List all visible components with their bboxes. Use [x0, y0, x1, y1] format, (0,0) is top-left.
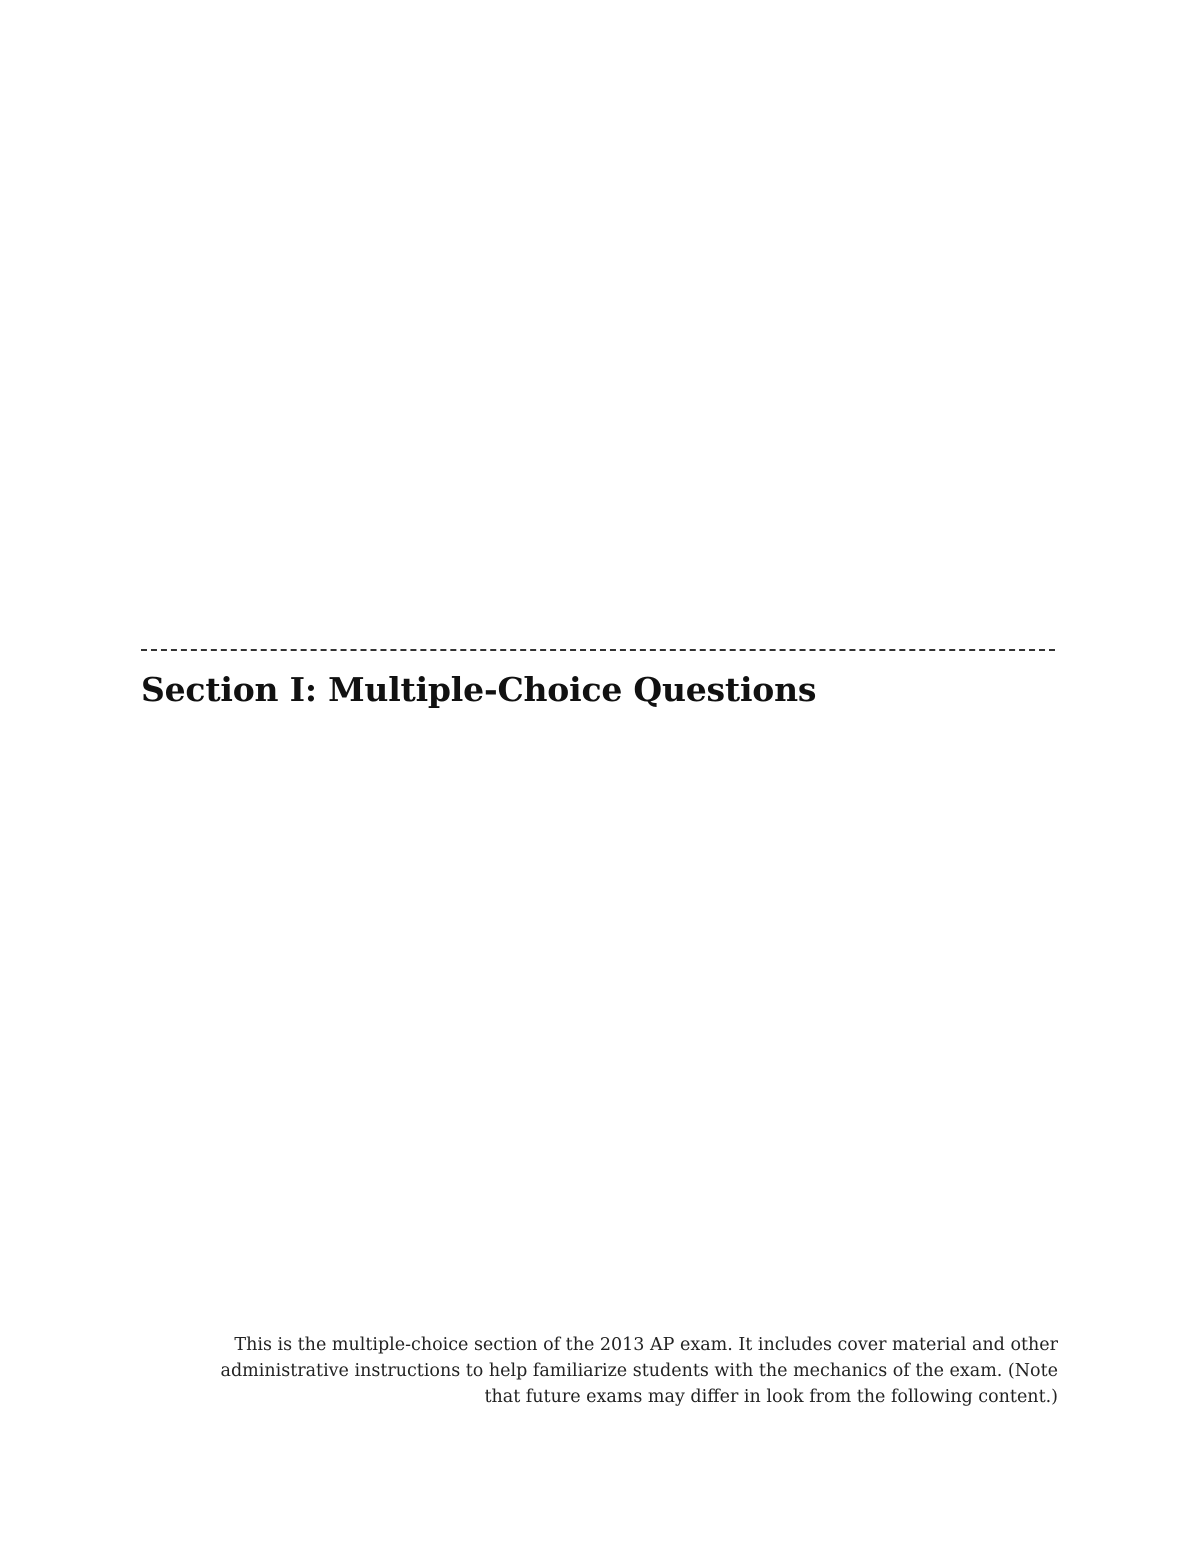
section-title: Section I: Multiple-Choice Questions	[141, 670, 817, 709]
section-intro-paragraph: This is the multiple-choice section of the 2013 AP exam. It includes cover material and other administrative instructions to help familiarize students with the mechanics of the exam. (Note that future exams may differ in look from the following content.)	[220, 1335, 1058, 1407]
dashed-divider	[141, 649, 1055, 651]
